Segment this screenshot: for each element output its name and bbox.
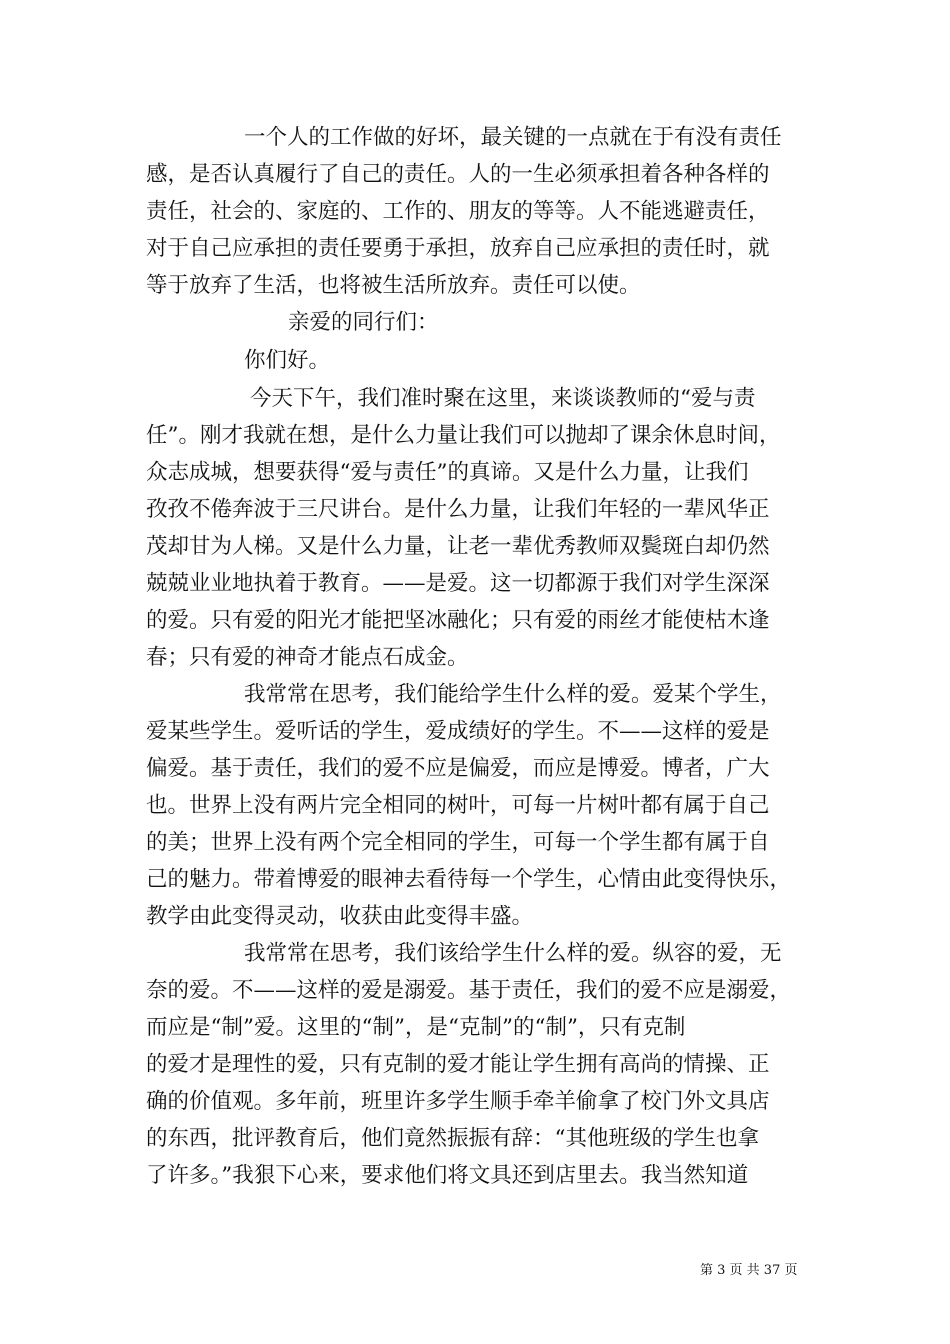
text-line-23: 我常常在思考，我们该给学生什么样的爱。纵容的爱，无 [244, 941, 782, 966]
page-footer: 第 3 页 共 37 页 [700, 1263, 798, 1278]
text-line-26: 的爱才是理性的爱，只有克制的爱才能让学生拥有高尚的情操、正 [146, 1052, 770, 1077]
text-line-19: 也。世界上没有两片完全相同的树叶，可每一片树叶都有属于自己 [146, 793, 770, 818]
text-line-20: 的美；世界上没有两个完全相同的学生，可每一个学生都有属于自 [146, 830, 770, 855]
text-line-14: 的爱。只有爱的阳光才能把坚冰融化；只有爱的雨丝才能使枯木逢 [146, 608, 770, 633]
text-line-10: 众志成城，想要获得“爱与责任”的真谛。又是什么力量，让我们 [146, 460, 749, 485]
greeting: 你们好。 [244, 348, 331, 373]
text-line-17: 爱某些学生。爱听话的学生，爱成绩好的学生。不——这样的爱是 [146, 719, 770, 744]
text-line-8: 今天下午，我们准时聚在这里，来谈谈教师的“爱与责 [250, 386, 756, 411]
text-line-21: 己的魅力。带着博爱的眼神去看待每一个学生，心情由此变得快乐， [146, 867, 792, 892]
text-line-2: 感，是否认真履行了自己的责任。人的一生必须承担着各种各样的 [146, 162, 770, 187]
text-line-11: 孜孜不倦奔波于三尺讲台。是什么力量，让我们年轻的一辈风华正 [146, 497, 770, 522]
text-line-25: 而应是“制”爱。这里的“制”，是“克制”的“制”，只有克制 [146, 1015, 686, 1040]
text-line-29: 了许多。”我狠下心来，要求他们将文具还到店里去。我当然知道 [146, 1163, 749, 1188]
text-line-4: 对于自己应承担的责任要勇于承担，放弃自己应承担的责任时，就 [146, 236, 770, 261]
text-line-9: 任”。刚才我就在想，是什么力量让我们可以抛却了课余休息时间， [146, 423, 781, 448]
text-line-1: 一个人的工作做的好坏，最关键的一点就在于有没有责任 [244, 125, 782, 150]
text-line-3: 责任，社会的、家庭的、工作的、朋友的等等。人不能逃避责任， [146, 199, 770, 224]
text-line-5: 等于放弃了生活，也将被生活所放弃。责任可以使。 [146, 273, 641, 298]
text-line-16: 我常常在思考，我们能给学生什么样的爱。爱某个学生， [244, 682, 782, 707]
text-line-27: 确的价值观。多年前，班里许多学生顺手牵羊偷拿了校门外文具店 [146, 1089, 770, 1114]
text-line-12: 茂却甘为人梯。又是什么力量，让老一辈优秀教师双鬓斑白却仍然 [146, 534, 770, 559]
text-line-24: 奈的爱。不——这样的爱是溺爱。基于责任，我们的爱不应是溺爱， [146, 978, 792, 1003]
text-line-22: 教学由此变得灵动，收获由此变得丰盛。 [146, 904, 534, 929]
text-line-13: 兢兢业业地执着于教育。——是爱。这一切都源于我们对学生深深 [146, 571, 770, 596]
salutation: 亲爱的同行们： [288, 310, 439, 335]
text-line-15: 春；只有爱的神奇才能点石成金。 [146, 645, 469, 670]
text-line-18: 偏爱。基于责任，我们的爱不应是偏爱，而应是博爱。博者，广大 [146, 756, 770, 781]
text-line-28: 的东西，批评教育后，他们竟然振振有辞：“其他班级的学生也拿 [146, 1126, 759, 1151]
